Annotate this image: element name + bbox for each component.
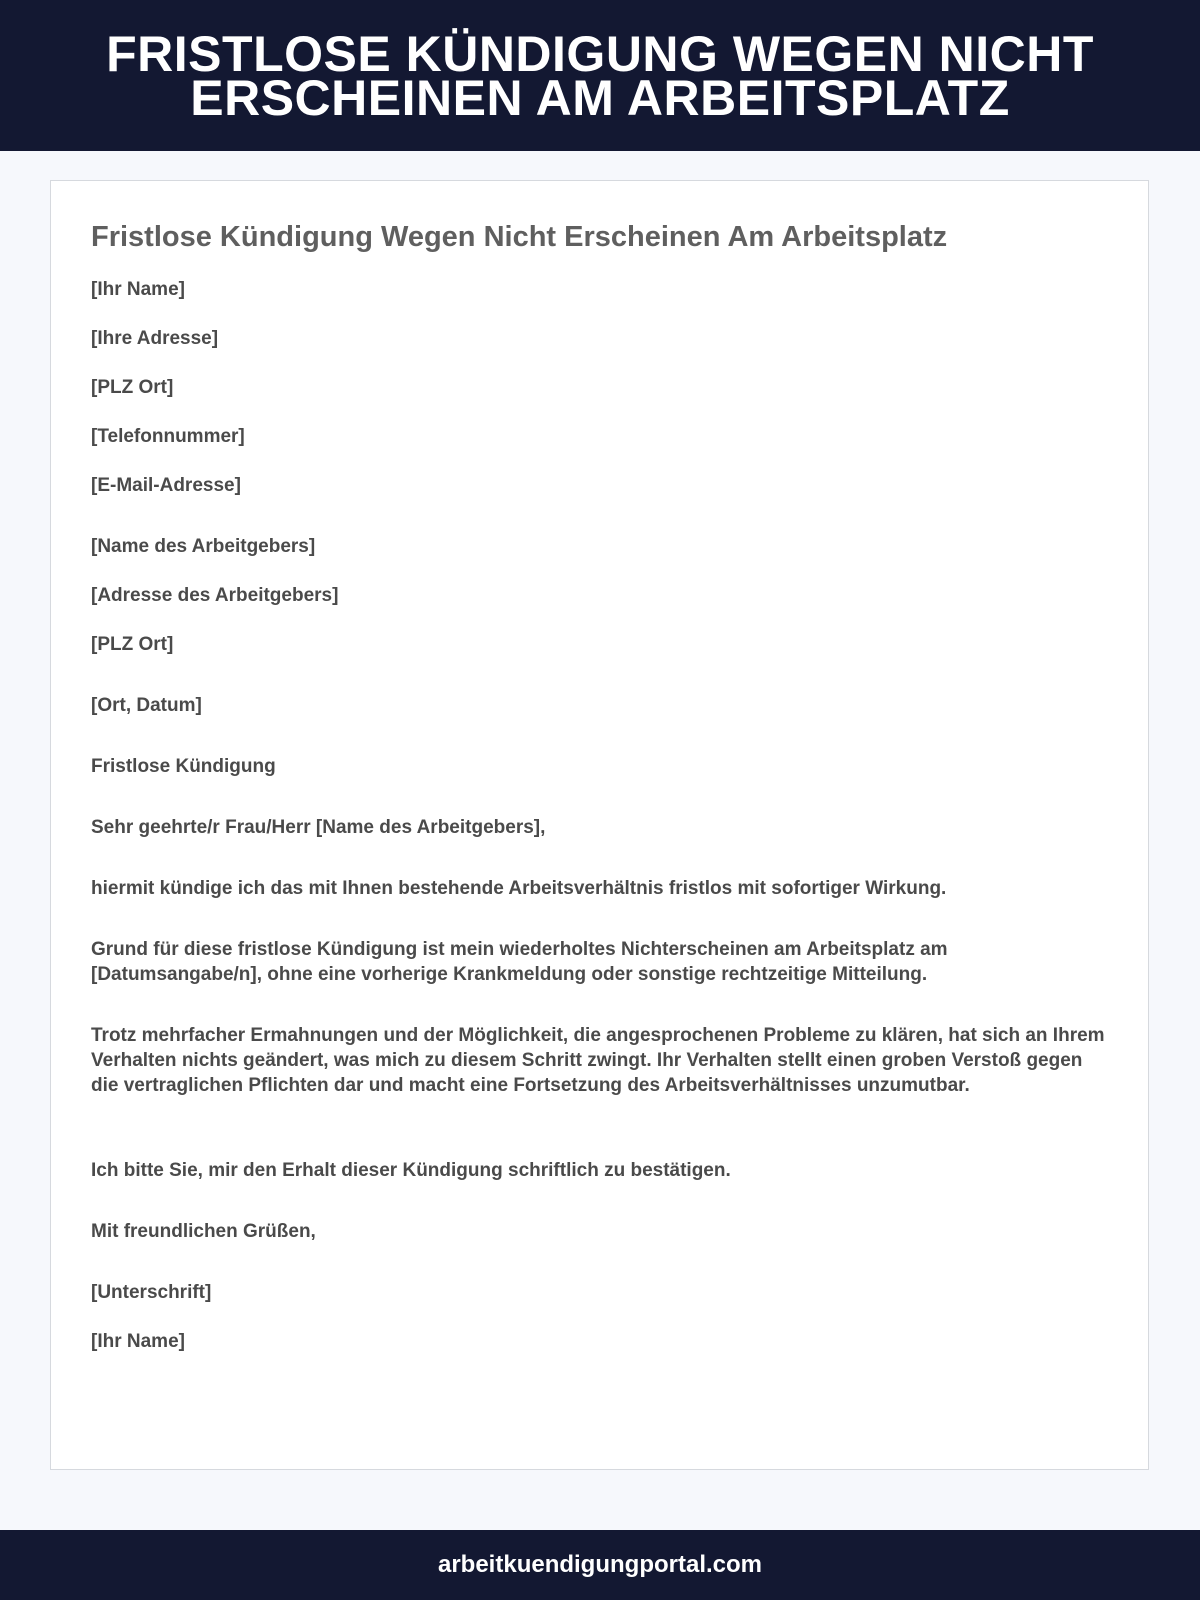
paragraph-4: Ich bitte Sie, mir den Erhalt dieser Kündigung schriftlich zu bestätigen.	[91, 1160, 731, 1181]
paragraph-1: hiermit kündige ich das mit Ihnen bestehende Arbeitsverhältnis fristlos mit sofortiger Wirkung.	[91, 878, 947, 899]
paragraph-2: Grund für diese fristlose Kündigung ist mein wiederholtes Nichterscheinen am Arbeitsplatz am [Datumsangabe/n], ohne eine vorherige Krankmeldung oder sonstige rechtzeitige Mitteilung.	[91, 939, 948, 985]
signer-name: [Ihr Name]	[91, 1331, 185, 1352]
place-date: [Ort, Datum]	[91, 695, 202, 716]
sender-phone: [Telefonnummer]	[91, 426, 245, 447]
recipient-address: [Adresse des Arbeitgebers]	[91, 585, 339, 606]
paragraph-3: Trotz mehrfacher Ermahnungen und der Möglichkeit, die angesprochenen Probleme zu klären, hat sich an Ihrem Verhalten nichts geändert, was mich zu diesem Schritt zwingt. Ihr Verhalten stellt einen groben Verstoß gegen die vertraglichen Pflichten dar und macht eine Fortsetzung des Arbeitsverhältnisses unzumutbar.	[91, 1025, 1105, 1096]
page-title: FRISTLOSE KÜNDIGUNG WEGEN NICHT ERSCHEINEN AM ARBEITSPLATZ	[106, 25, 1094, 126]
signature: [Unterschrift]	[91, 1282, 212, 1303]
sender-zip-city: [PLZ Ort]	[91, 377, 174, 398]
page-footer	[0, 1530, 1200, 1600]
footer-site-link[interactable]: arbeitkuendigungportal.com	[437, 1551, 763, 1578]
page-header	[0, 0, 1200, 151]
subject-line: Fristlose Kündigung	[91, 756, 276, 777]
recipient-name: [Name des Arbeitgebers]	[91, 536, 316, 557]
document-title: Fristlose Kündigung Wegen Nicht Erscheinen Am Arbeitsplatz	[91, 221, 948, 253]
salutation: Sehr geehrte/r Frau/Herr [Name des Arbeitgebers],	[91, 817, 546, 838]
closing: Mit freundlichen Grüßen,	[91, 1221, 316, 1242]
sender-name: [Ihr Name]	[91, 279, 185, 300]
letter-card	[50, 180, 1149, 1470]
recipient-zip-city: [PLZ Ort]	[91, 634, 174, 655]
sender-address: [Ihre Adresse]	[91, 328, 219, 349]
sender-email: [E-Mail-Adresse]	[91, 475, 241, 496]
